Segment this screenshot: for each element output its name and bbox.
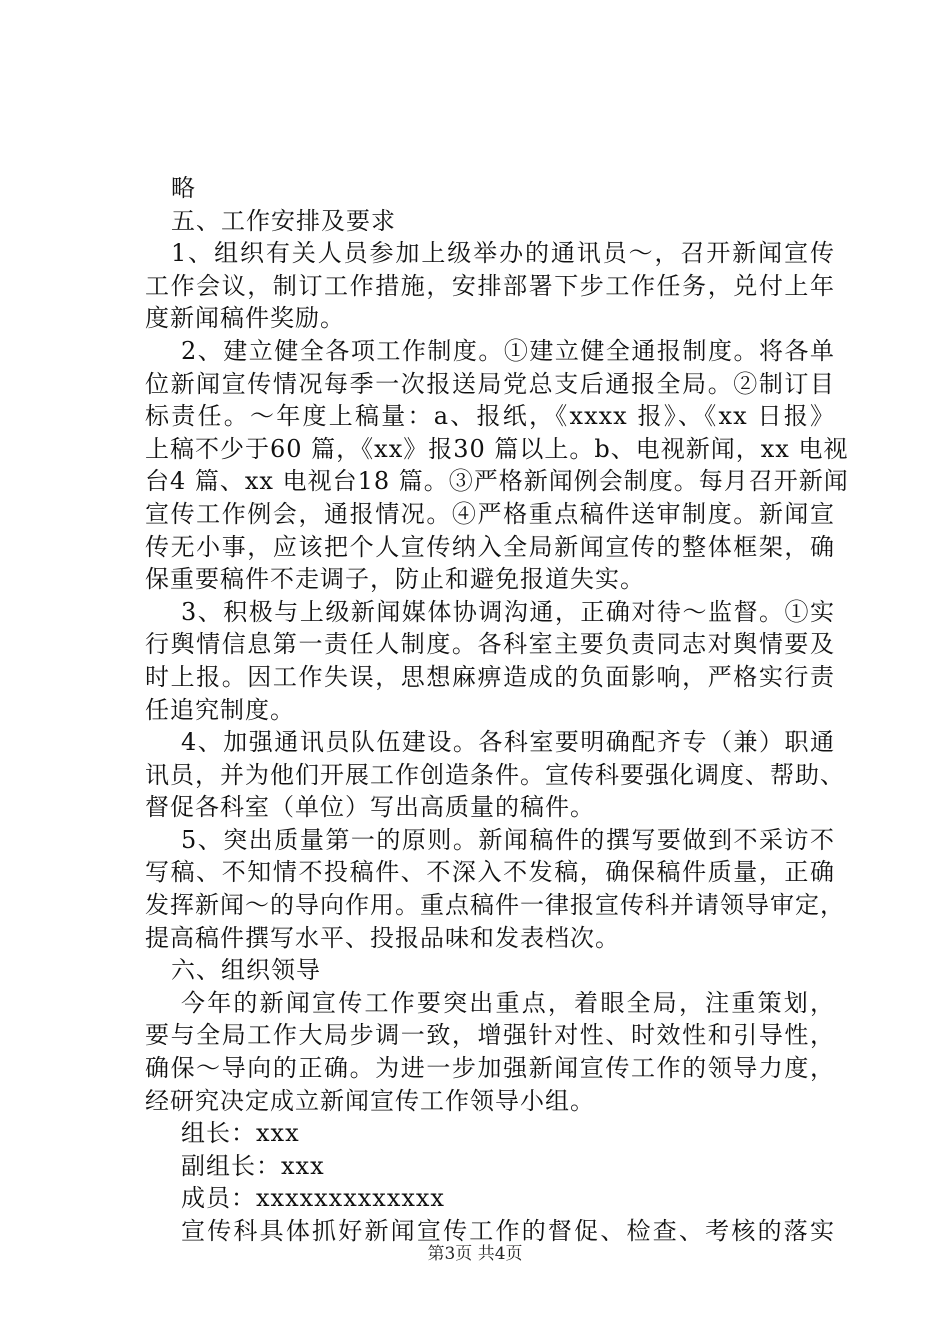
text-line: 要与全局工作大局步调一致，增强针对性、时效性和引导性， [145,1021,835,1050]
text-line: 4、加强通讯员队伍建设。各科室要明确配齐专（兼）职通 [181,728,835,757]
text-line: 台4 篇、xx 电视台18 篇。③严格新闻例会制度。每月召开新闻 [145,467,849,496]
text-line: 五、工作安排及要求 [171,206,396,235]
text-line: 写稿、不知情不投稿件、不深入不发稿，确保稿件质量，正确 [145,858,835,887]
text-line: 成员：xxxxxxxxxxxxx [181,1184,445,1213]
text-line: 讯员，并为他们开展工作创造条件。宣传科要强化调度、帮助、 [145,760,845,789]
text-line: 经研究决定成立新闻宣传工作领导小组。 [145,1086,595,1115]
page-number-footer: 第3页 共4页 [427,1244,523,1264]
text-line: 六、组织领导 [171,956,321,985]
text-line: 组长：xxx [181,1119,300,1148]
text-line: 今年的新闻宣传工作要突出重点，着眼全局，注重策划， [181,988,835,1017]
text-line: 5、突出质量第一的原则。新闻稿件的撰写要做到不采访不 [181,825,835,854]
text-line: 度新闻稿件奖励。 [145,304,345,333]
text-line: 督促各科室（单位）写出高质量的稿件。 [145,793,595,822]
text-line: 任追究制度。 [145,695,295,724]
text-line: 行舆情信息第一责任人制度。各科室主要负责同志对舆情要及 [145,630,835,659]
text-line: 副组长：xxx [181,1151,325,1180]
text-line: 确保～导向的正确。为进一步加强新闻宣传工作的领导力度， [145,1054,835,1083]
text-line: 时上报。因工作失误，思想麻痹造成的负面影响，严格实行责 [145,662,835,691]
text-line: 传无小事，应该把个人宣传纳入全局新闻宣传的整体框架，确 [145,532,835,561]
text-line: 工作会议，制订工作措施，安排部署下步工作任务，兑付上年 [145,271,835,300]
text-line: 发挥新闻～的导向作用。重点稿件一律报宣传科并请领导审定， [145,891,845,920]
text-line: 宣传工作例会，通报情况。④严格重点稿件送审制度。新闻宣 [145,499,835,528]
text-line: 略 [171,174,196,202]
text-line: 宣传科具体抓好新闻宣传工作的督促、检查、考核的落实 [181,1217,835,1245]
text-line: 提高稿件撰写水平、投报品味和发表档次。 [145,923,620,952]
text-line: 标责任。～年度上稿量：a、报纸，《xxxx 报》、《xx 日报》 [145,402,835,431]
text-line: 保重要稿件不走调子，防止和避免报道失实。 [145,565,645,594]
text-line: 2、建立健全各项工作制度。①建立健全通报制度。将各单 [181,336,835,365]
document-body [145,172,849,1248]
text-line: 位新闻宣传情况每季一次报送局党总支后通报全局。②制订目 [145,369,835,398]
text-line: 3、积极与上级新闻媒体协调沟通，正确对待～监督。①实 [181,597,835,626]
text-line: 1、组织有关人员参加上级举办的通讯员～，召开新闻宣传 [171,239,835,268]
text-line: 上稿不少于60 篇，《xx》报30 篇以上。b、电视新闻，xx 电视 [145,434,849,463]
